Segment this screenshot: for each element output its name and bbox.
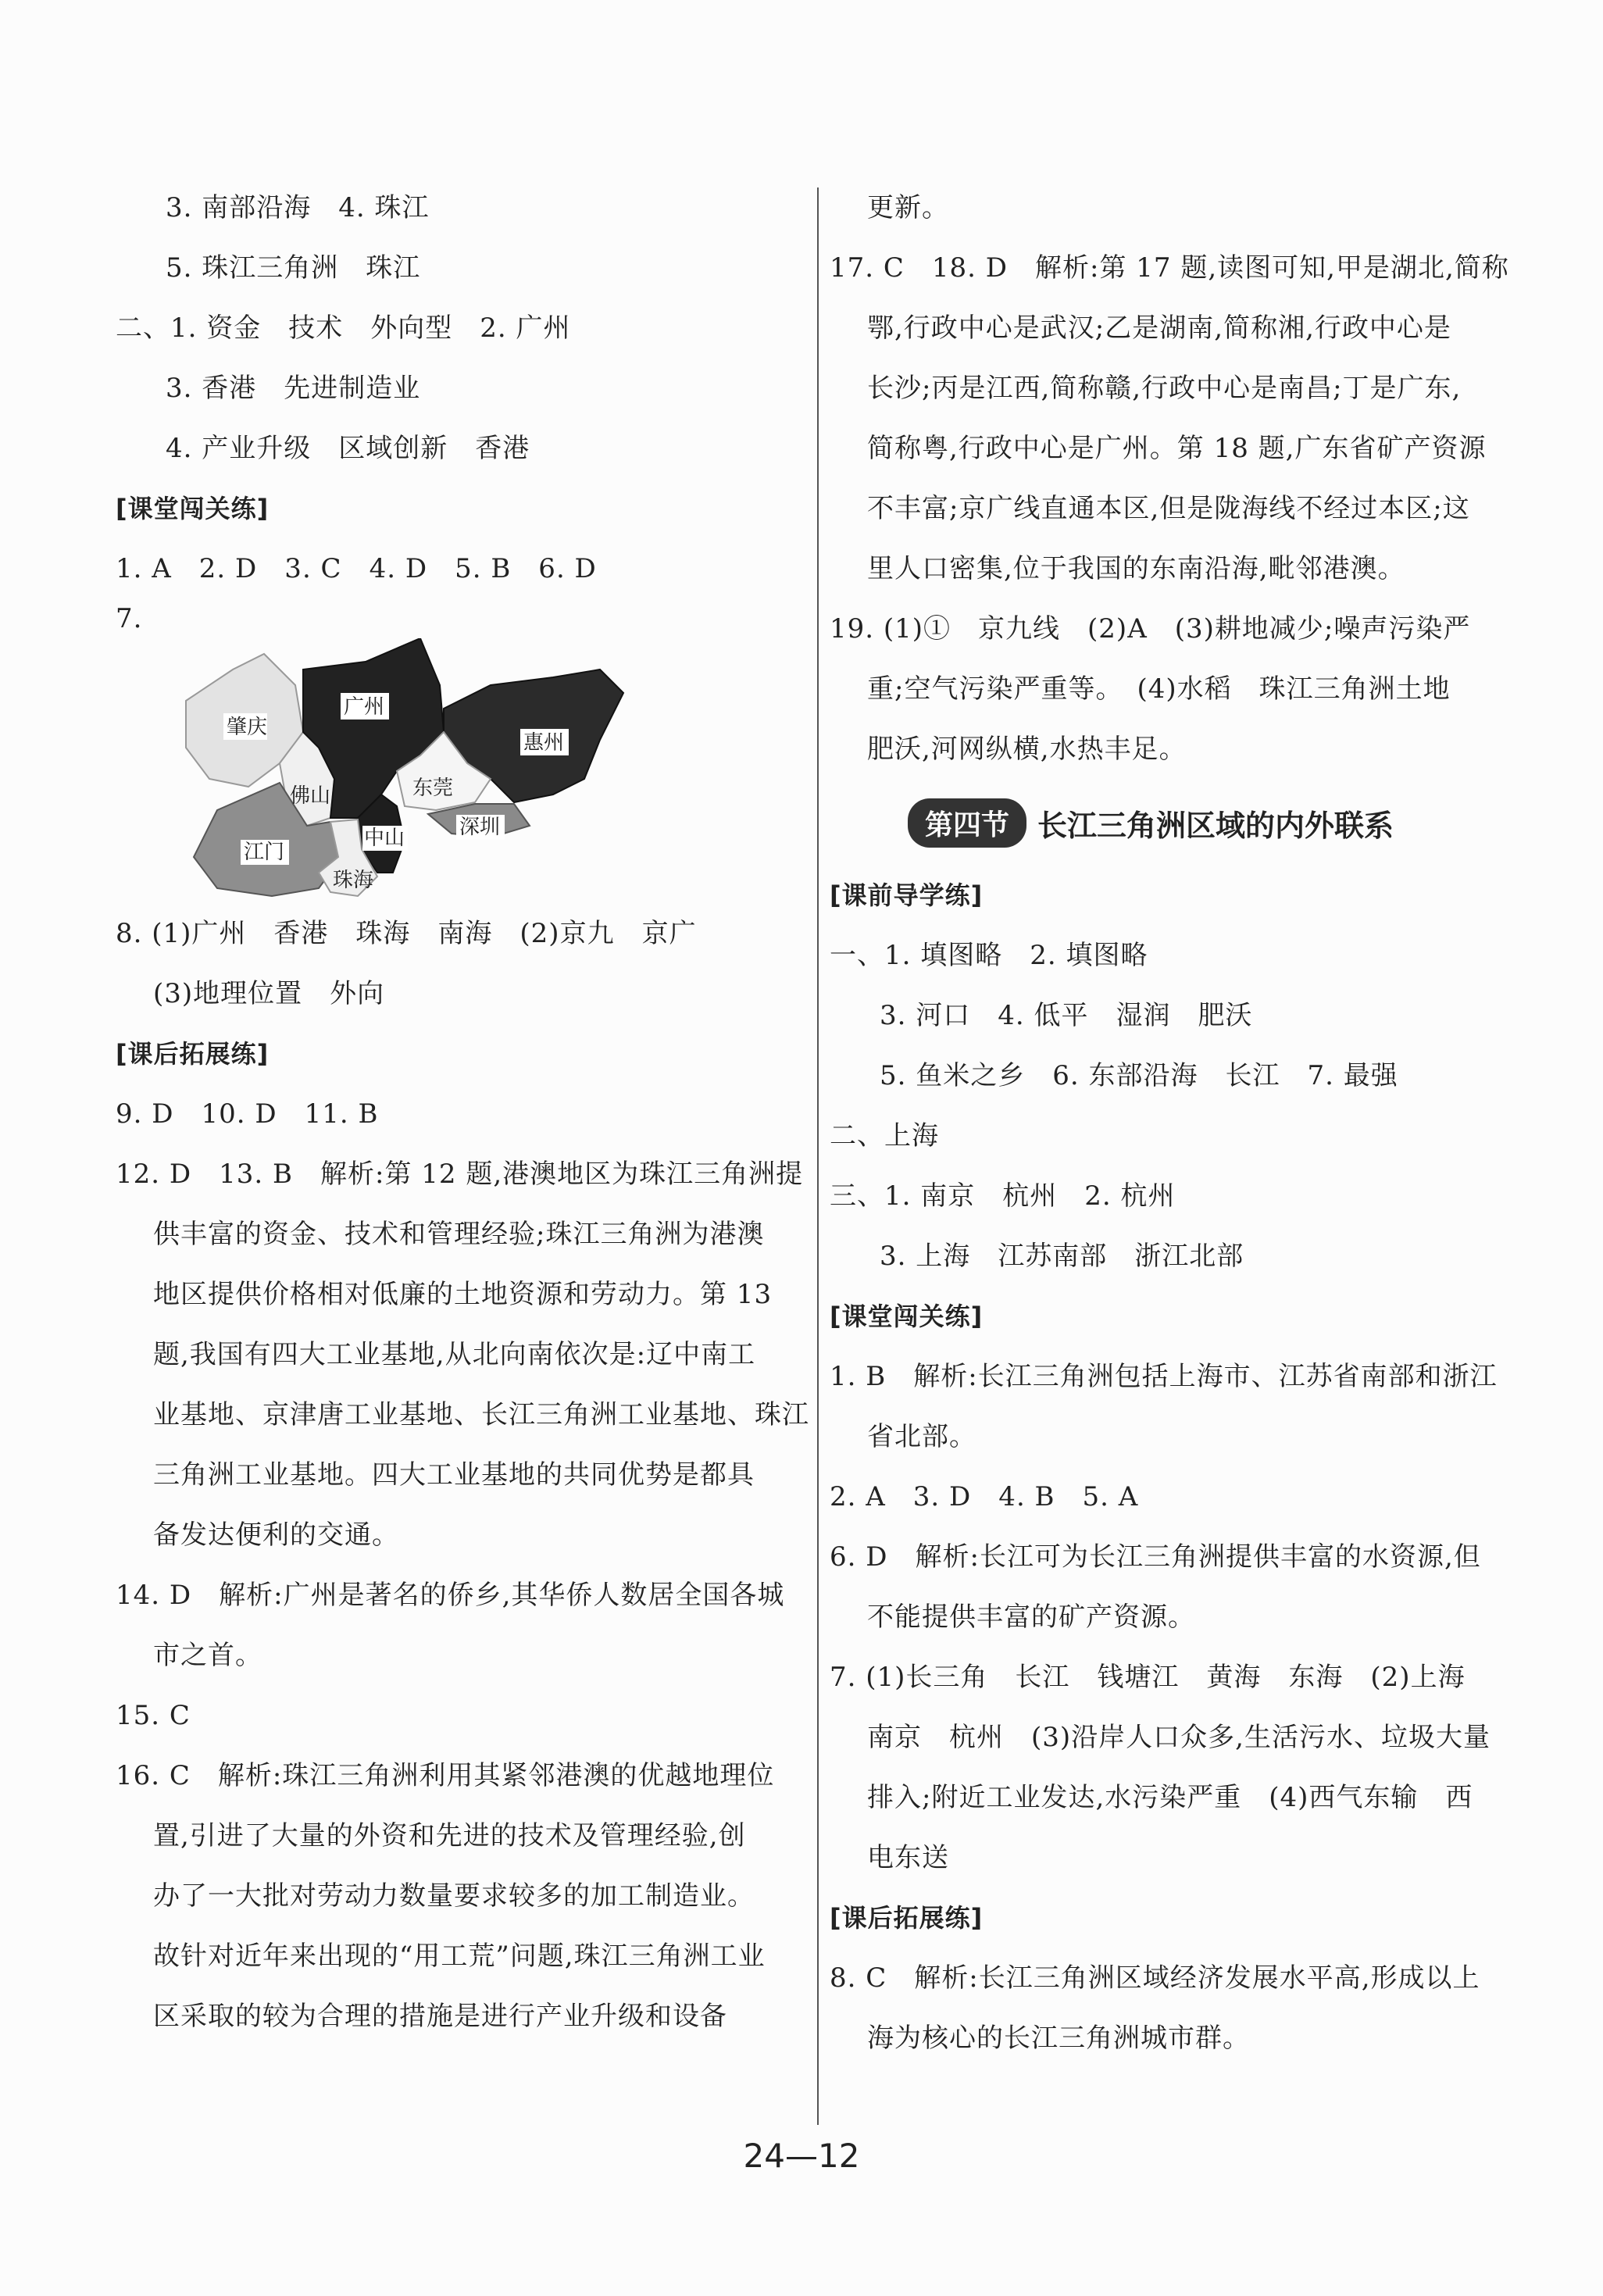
answer-line: 二、1. 资金 技术 外向型 2. 广州 <box>116 312 571 344</box>
answer-line: 7. (1)长三角 长江 钱塘江 黄海 东海 (2)上海 <box>830 1662 1466 1693</box>
answer-line: 排入;附近工业发达,水污染严重 (4)西气东输 西 <box>867 1782 1473 1813</box>
answer-line: 业基地、京津唐工业基地、长江三角洲工业基地、珠江 <box>153 1399 809 1430</box>
page-number: 24—12 <box>743 2137 860 2175</box>
map-label-guangzhou: 广州 <box>344 695 385 719</box>
answer-line: 海为核心的长江三角洲城市群。 <box>867 2023 1250 2054</box>
answer-line: 5. 鱼米之乡 6. 东部沿海 长江 7. 最强 <box>880 1060 1398 1091</box>
pearl-river-delta-map <box>116 638 803 904</box>
map-label-zhuhai: 珠海 <box>333 869 374 892</box>
map-svg <box>162 638 662 904</box>
answer-line: 16. C 解析:珠江三角洲利用其紧邻港澳的优越地理位 <box>116 1760 775 1791</box>
answer-line: 19. (1)① 京九线 (2)A (3)耕地减少;噪声污染严 <box>830 613 1471 645</box>
answer-line: 市之首。 <box>153 1640 262 1671</box>
section-label-after-class: [课后拓展练] <box>116 1039 270 1069</box>
answer-line: 3. 河口 4. 低平 湿润 肥沃 <box>880 1000 1253 1031</box>
answer-line: 简称粤,行政中心是广州。第 18 题,广东省矿产资源 <box>867 433 1487 464</box>
answer-line: (3)地理位置 外向 <box>153 978 385 1009</box>
answer-line: 2. A 3. D 4. B 5. A <box>830 1481 1139 1512</box>
map-label-shenzhen: 深圳 <box>459 816 501 839</box>
answer-line: 不能提供丰富的矿产资源。 <box>867 1601 1195 1633</box>
answer-line: 里人口密集,位于我国的东南沿海,毗邻港澳。 <box>867 553 1405 584</box>
answer-line: 省北部。 <box>867 1421 976 1452</box>
answer-line: 5. 珠江三角洲 珠江 <box>166 252 421 284</box>
section-label-preview: [课前导学练] <box>830 880 984 910</box>
section-label-classroom: [课堂闯关练] <box>830 1302 984 1331</box>
answer-line: 备发达便利的交通。 <box>153 1519 399 1551</box>
answer-line: 区采取的较为合理的措施是进行产业升级和设备 <box>153 2001 727 2032</box>
answer-line: 故针对近年来出现的“用工荒”问题,珠江三角洲工业 <box>153 1941 766 1972</box>
answer-line: 供丰富的资金、技术和管理经验;珠江三角洲为港澳 <box>153 1219 765 1250</box>
answer-line: 1. B 解析:长江三角洲包括上海市、江苏省南部和浙江 <box>830 1361 1498 1392</box>
section-heading <box>830 780 1533 866</box>
question-number: 7. <box>116 603 143 634</box>
answer-line: 9. D 10. D 11. B <box>116 1098 379 1130</box>
right-column <box>830 178 1533 2069</box>
section-badge: 第四节 <box>908 798 1026 848</box>
column-divider <box>817 187 819 2125</box>
answer-line: 长沙;丙是江西,简称赣,行政中心是南昌;丁是广东, <box>867 373 1462 404</box>
answer-line: 办了一大批对劳动力数量要求较多的加工制造业。 <box>153 1880 755 1912</box>
answer-line: 地区提供价格相对低廉的土地资源和劳动力。第 13 <box>153 1279 773 1310</box>
answer-line: 南京 杭州 (3)沿岸人口众多,生活污水、垃圾大量 <box>867 1722 1491 1753</box>
answer-line: 3. 上海 江苏南部 浙江北部 <box>880 1241 1244 1272</box>
answer-line: 二、上海 <box>830 1120 939 1152</box>
answer-line: 电东送 <box>867 1842 949 1873</box>
map-label-dongguan: 东莞 <box>412 777 454 800</box>
answer-line: 14. D 解析:广州是著名的侨乡,其华侨人数居全国各城 <box>116 1580 785 1611</box>
answer-line: 一、1. 填图略 2. 填图略 <box>830 940 1148 971</box>
answer-line: 12. D 13. B 解析:第 12 题,港澳地区为珠江三角洲提 <box>116 1159 804 1190</box>
answer-line: 17. C 18. D 解析:第 17 题,读图可知,甲是湖北,简称 <box>830 252 1509 284</box>
answer-line: 不丰富;京广线直通本区,但是陇海线不经过本区;这 <box>867 493 1470 524</box>
answer-line: 三、1. 南京 杭州 2. 杭州 <box>830 1180 1176 1212</box>
section-label-after-class: [课后拓展练] <box>830 1903 984 1933</box>
answer-line: 置,引进了大量的外资和先进的技术及管理经验,创 <box>153 1820 746 1851</box>
section-title: 长江三角洲区域的内外联系 <box>1037 808 1394 843</box>
answer-line: 更新。 <box>867 192 949 223</box>
map-label-zhongshan: 中山 <box>364 827 405 850</box>
map-label-zhaoqing: 肇庆 <box>227 716 268 739</box>
answer-line: 3. 香港 先进制造业 <box>166 373 421 404</box>
answer-line: 6. D 解析:长江可为长江三角洲提供丰富的水资源,但 <box>830 1541 1481 1573</box>
answer-line: 题,我国有四大工业基地,从北向南依次是:辽中南工 <box>153 1339 756 1370</box>
left-column <box>116 178 809 2047</box>
answer-line: 重;空气污染严重等。 (4)水稻 珠江三角洲土地 <box>867 673 1451 705</box>
answer-line: 4. 产业升级 区域创新 香港 <box>166 433 530 464</box>
map-label-jiangmen: 江门 <box>244 841 285 864</box>
map-label-huizhou: 惠州 <box>523 731 565 755</box>
answer-line: 8. (1)广州 香港 珠海 南海 (2)京九 京广 <box>116 918 697 949</box>
answer-line: 三角洲工业基地。四大工业基地的共同优势是都具 <box>153 1459 755 1491</box>
answer-line: 鄂,行政中心是武汉;乙是湖南,简称湘,行政中心是 <box>867 312 1451 344</box>
answer-line: 8. C 解析:长江三角洲区域经济发展水平高,形成以上 <box>830 1962 1480 1994</box>
section-label-classroom: [课堂闯关练] <box>116 494 270 523</box>
answer-line: 肥沃,河网纵横,水热丰足。 <box>867 734 1187 765</box>
answer-line: 1. A 2. D 3. C 4. D 5. B 6. D <box>116 553 597 584</box>
answer-line: 3. 南部沿海 4. 珠江 <box>166 192 430 223</box>
map-label-foshan: 佛山 <box>290 784 331 808</box>
answer-line: 15. C <box>116 1700 191 1731</box>
